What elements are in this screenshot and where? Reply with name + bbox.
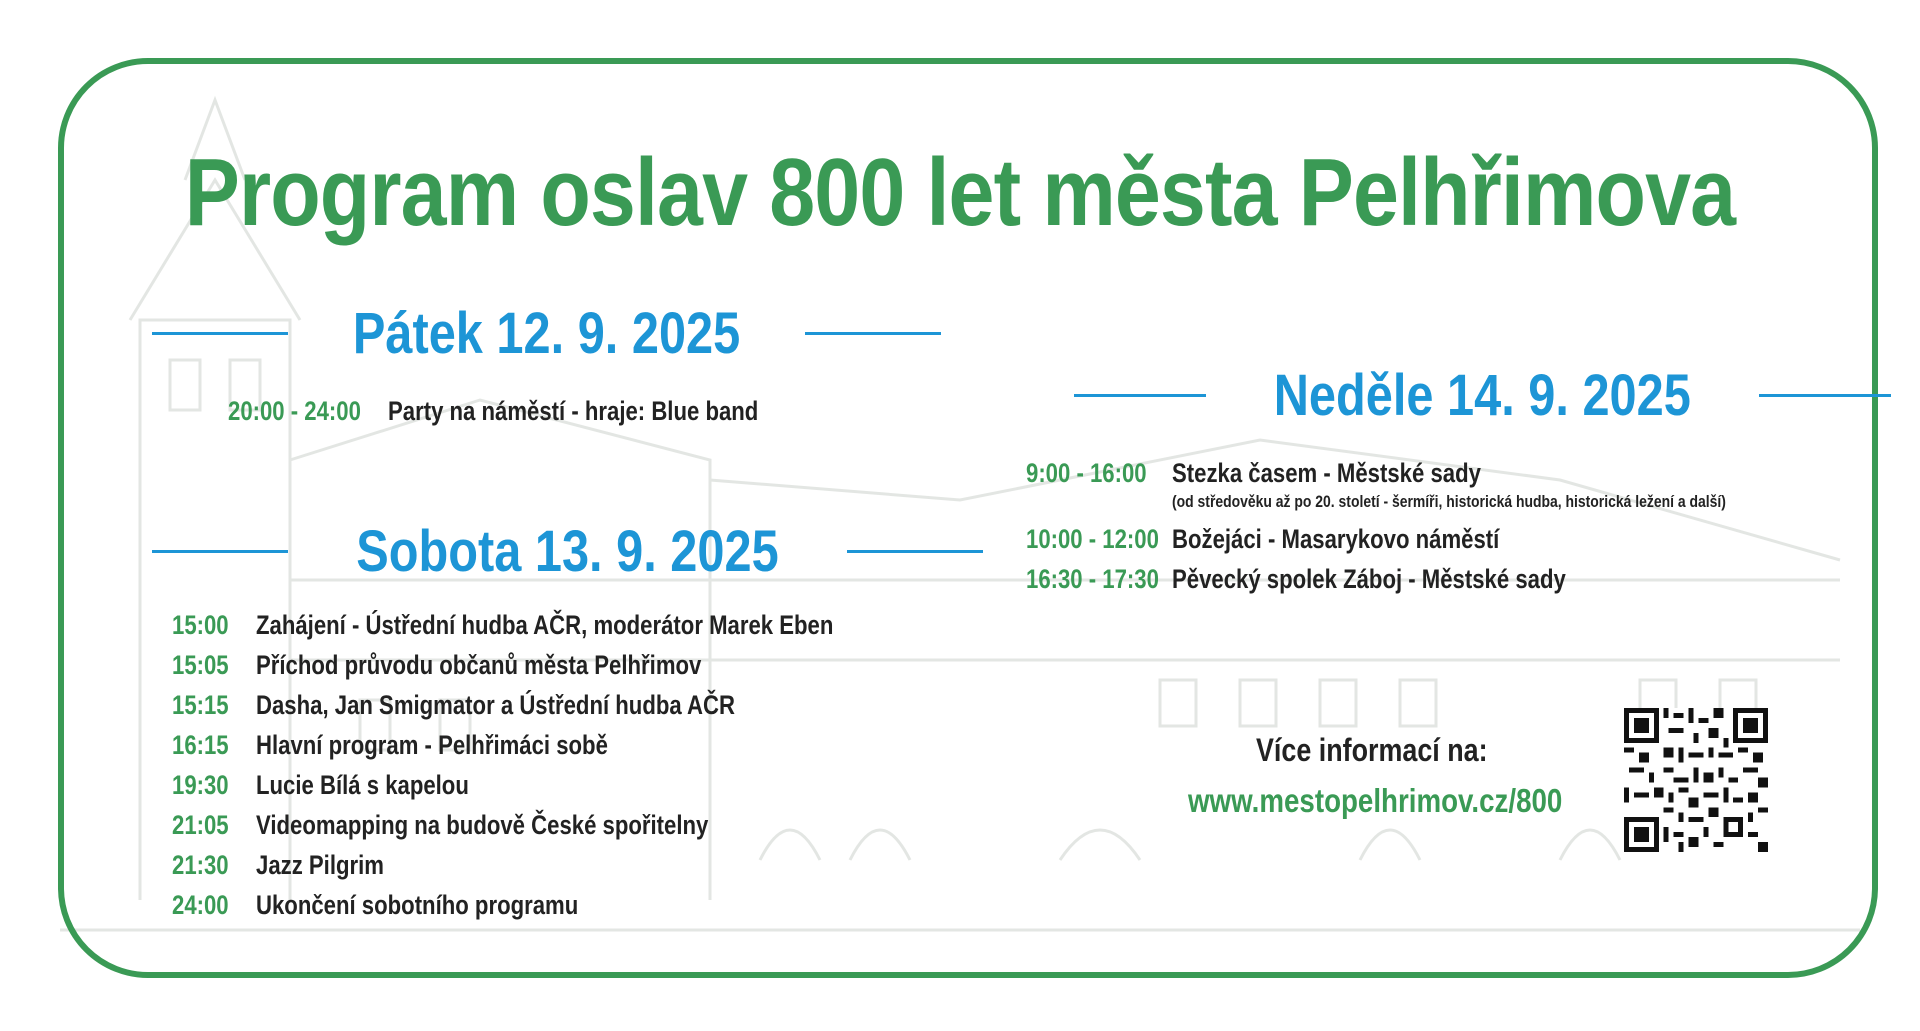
- saturday-item-time: 19:30: [172, 770, 229, 800]
- friday-heading-right-line: [805, 332, 941, 335]
- sunday-item-desc: Pěvecký spolek Záboj - Městské sady: [1172, 564, 1566, 594]
- saturday-item-desc: Ukončení sobotního programu: [256, 890, 579, 920]
- saturday-item: [172, 890, 649, 921]
- page-title: Program oslav 800 let města Pelhřimova: [184, 139, 1736, 246]
- friday-item: [228, 396, 840, 427]
- saturday-heading-label: Sobota 13. 9. 2025: [356, 519, 779, 584]
- saturday-item-time: 16:15: [172, 730, 229, 760]
- sunday-item: [1026, 524, 1571, 555]
- friday-heading-label: Pátek 12. 9. 2025: [352, 301, 741, 366]
- qr-code-icon[interactable]: [1624, 708, 1768, 852]
- friday-heading: [152, 300, 941, 367]
- saturday-item-desc: Jazz Pilgrim: [256, 850, 384, 880]
- saturday-item: [172, 850, 412, 881]
- saturday-item: [172, 810, 808, 841]
- saturday-item-desc: Zahájení - Ústřední hudba AČR, moderátor Marek Eben: [256, 610, 834, 640]
- sunday-heading: [1074, 362, 1891, 429]
- sunday-heading-label: Neděle 14. 9. 2025: [1273, 363, 1691, 428]
- saturday-item-time: 15:00: [172, 610, 229, 640]
- sunday-item-desc: Stezka časem - Městské sady: [1172, 458, 1481, 488]
- more-info-label: Více informací na:: [1256, 732, 1488, 768]
- saturday-item-time: 21:05: [172, 810, 229, 840]
- friday-item-desc: Party na náměstí - hraje: Blue band: [388, 396, 759, 426]
- saturday-item: [172, 690, 840, 721]
- saturday-item: [172, 610, 960, 641]
- sunday-heading-left-line: [1074, 394, 1206, 397]
- saturday-item-desc: Lucie Bílá s kapelou: [256, 770, 469, 800]
- sunday-item: [1026, 458, 1549, 489]
- saturday-item-time: 15:15: [172, 690, 229, 720]
- saturday-item-desc: Videomapping na budově České spořitelny: [256, 810, 709, 840]
- sunday-item-time: 16:30 - 17:30: [1026, 564, 1159, 594]
- saturday-item-desc: Příchod průvodu občanů města Pelhřimov: [256, 650, 702, 680]
- saturday-item-desc: Hlavní program - Pelhřimáci sobě: [256, 730, 608, 760]
- saturday-item-desc: Dasha, Jan Smigmator a Ústřední hudba AČR: [256, 690, 735, 720]
- saturday-item: [172, 730, 685, 761]
- sunday-heading-right-line: [1759, 394, 1891, 397]
- friday-heading-left-line: [152, 332, 288, 335]
- sunday-item-time: 10:00 - 12:00: [1026, 524, 1159, 554]
- sunday-item: [1026, 564, 1652, 595]
- sunday-item-note: (od středověku až po 20. století - šermíři, historická hudba, historická ležení a další): [1172, 492, 1726, 511]
- more-info-link[interactable]: www.mestopelhrimov.cz/800: [1188, 782, 1563, 819]
- sunday-item-desc: Božejáci - Masarykovo náměstí: [1172, 524, 1500, 554]
- sunday-item-time: 9:00 - 16:00: [1026, 458, 1147, 488]
- saturday-item: [172, 770, 516, 801]
- saturday-item: [172, 650, 799, 681]
- saturday-item-time: 24:00: [172, 890, 229, 920]
- saturday-item-time: 21:30: [172, 850, 229, 880]
- friday-item-time: 20:00 - 24:00: [228, 396, 361, 426]
- saturday-heading-left-line: [152, 550, 288, 553]
- saturday-heading-right-line: [847, 550, 983, 553]
- saturday-heading: [152, 518, 983, 585]
- saturday-item-time: 15:05: [172, 650, 229, 680]
